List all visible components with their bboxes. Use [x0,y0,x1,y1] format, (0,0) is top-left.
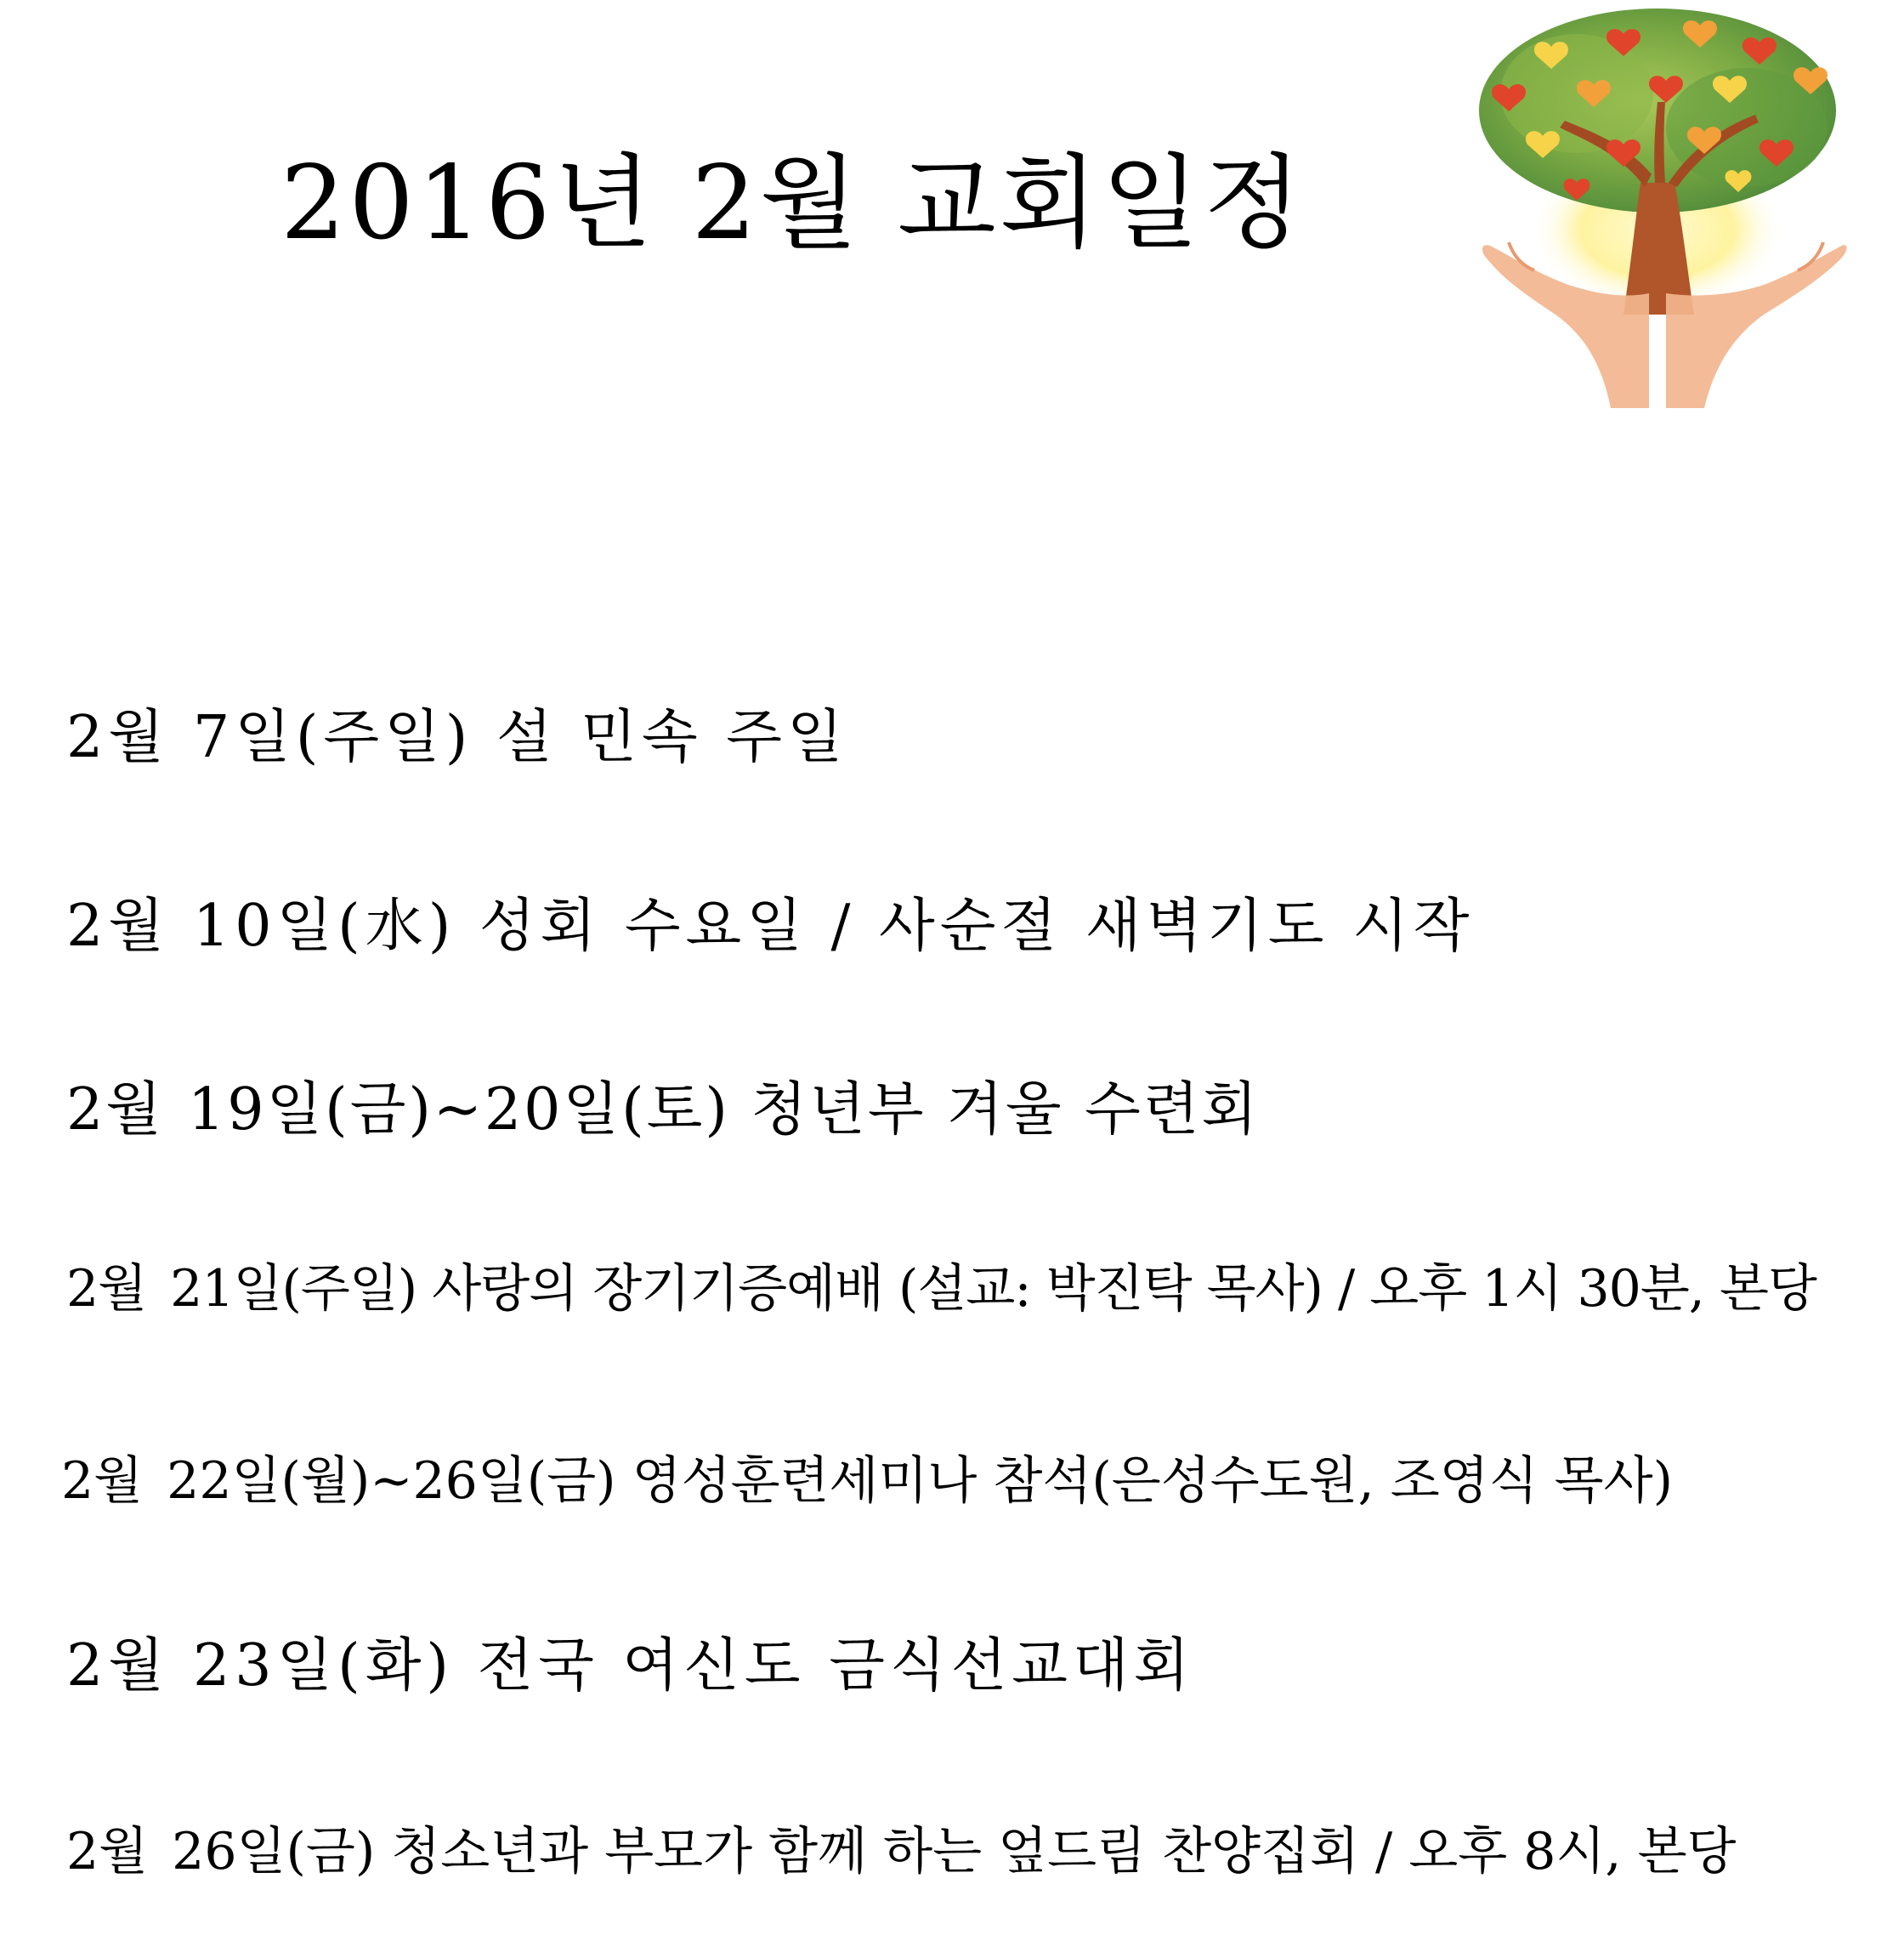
event-text: 21일(주일) 사랑의 장기기증예배 (설교: 박진탁 목사) / 오후 1시 30분, 본당 [170,1259,1816,1319]
list-item [61,1438,1673,1524]
list-item [66,1246,1816,1331]
page-title: 2016년 2월 교회일정 [280,145,1306,263]
event-month: 2월 [66,1822,149,1881]
event-month: 2월 [66,1076,164,1143]
list-item [66,884,1474,969]
event-month: 2월 [66,1259,147,1319]
list-item [66,695,848,780]
event-text: 22일(월)~26일(금) 영성훈련세미나 참석(은성수도원, 조영식 목사) [167,1451,1673,1511]
list-item [66,1068,1260,1153]
event-month: 2월 [61,1451,144,1511]
event-month: 2월 [66,893,169,960]
list-item [66,1624,1194,1709]
event-text: 10일(水) 성회 수요일 / 사순절 새벽기도 시작 [192,893,1475,960]
event-text: 26일(금) 청소년과 부모가 함께 하는 엎드림 찬양집회 / 오후 8시, 본당 [172,1822,1737,1881]
event-text: 7일(주일) 설 민속 주일 [192,704,848,771]
event-month: 2월 [66,1632,169,1700]
event-text: 19일(금)~20일(토) 청년부 겨울 수련회 [187,1076,1261,1143]
event-text: 23일(화) 전국 여신도 금식선교대회 [192,1632,1195,1700]
list-item [66,1809,1737,1894]
event-month: 2월 [66,704,169,771]
